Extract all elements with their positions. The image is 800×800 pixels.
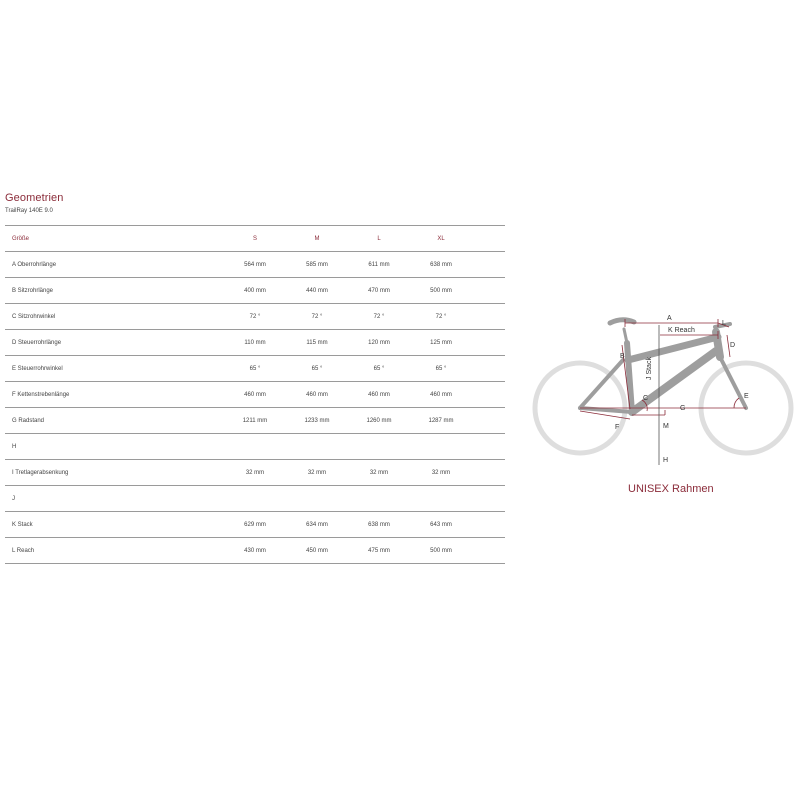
- cell-l: 611 mm: [348, 252, 410, 278]
- cell-s: 564 mm: [224, 252, 286, 278]
- cell-l: [348, 434, 410, 460]
- label-l: L: [722, 320, 726, 327]
- row-label: J: [5, 486, 224, 512]
- cell-m: 65 °: [286, 356, 348, 382]
- table-row: [5, 434, 505, 460]
- cell-xl: 500 mm: [410, 538, 472, 564]
- cell-s: 65 °: [224, 356, 286, 382]
- size-header-label: Größe: [5, 226, 224, 252]
- cell-l: 638 mm: [348, 512, 410, 538]
- label-j-stack: J Stack: [646, 357, 653, 380]
- table-row: [5, 330, 505, 356]
- header-spacer: [472, 226, 505, 252]
- cell-l: 1260 mm: [348, 408, 410, 434]
- label-g: G: [680, 405, 686, 412]
- cell-m: [286, 434, 348, 460]
- label-h: H: [663, 457, 669, 464]
- size-header-s: S: [224, 226, 286, 252]
- cell-s: 32 mm: [224, 460, 286, 486]
- cell-l: 32 mm: [348, 460, 410, 486]
- cell-m: 585 mm: [286, 252, 348, 278]
- diagram-labels: [615, 315, 749, 464]
- cell-l: [348, 486, 410, 512]
- row-spacer: [472, 434, 505, 460]
- row-label: L Reach: [5, 538, 224, 564]
- cell-xl: 500 mm: [410, 278, 472, 304]
- cell-m: 450 mm: [286, 538, 348, 564]
- cell-s: 110 mm: [224, 330, 286, 356]
- cell-l: 72 °: [348, 304, 410, 330]
- label-m: M: [663, 423, 669, 430]
- geometry-table: [5, 225, 505, 564]
- row-label: I Tretlagerabsenkung: [5, 460, 224, 486]
- label-a: A: [667, 315, 672, 322]
- cell-xl: [410, 486, 472, 512]
- table-row: [5, 512, 505, 538]
- cell-s: 1211 mm: [224, 408, 286, 434]
- cell-xl: 125 mm: [410, 330, 472, 356]
- row-spacer: [472, 304, 505, 330]
- cell-m: 72 °: [286, 304, 348, 330]
- cell-m: [286, 486, 348, 512]
- row-label: E Steuerrohrwinkel: [5, 356, 224, 382]
- table-header-row: [5, 226, 505, 252]
- cell-xl: 643 mm: [410, 512, 472, 538]
- row-spacer: [472, 330, 505, 356]
- cell-l: 470 mm: [348, 278, 410, 304]
- cell-xl: [410, 434, 472, 460]
- size-header-l: L: [348, 226, 410, 252]
- label-e: E: [744, 393, 749, 400]
- cell-s: 430 mm: [224, 538, 286, 564]
- table-row: [5, 382, 505, 408]
- cell-m: 115 mm: [286, 330, 348, 356]
- cell-s: 629 mm: [224, 512, 286, 538]
- row-spacer: [472, 408, 505, 434]
- geometry-title: Geometrien: [5, 192, 64, 204]
- cell-xl: 32 mm: [410, 460, 472, 486]
- table-row: [5, 460, 505, 486]
- row-label: K Stack: [5, 512, 224, 538]
- row-spacer: [472, 382, 505, 408]
- row-label: B Sitzrohrlänge: [5, 278, 224, 304]
- cell-xl: 72 °: [410, 304, 472, 330]
- label-k-reach: K Reach: [668, 327, 695, 334]
- row-spacer: [472, 356, 505, 382]
- table-row: [5, 356, 505, 382]
- cell-xl: 638 mm: [410, 252, 472, 278]
- table-row: [5, 408, 505, 434]
- row-spacer: [472, 278, 505, 304]
- cell-s: [224, 434, 286, 460]
- row-spacer: [472, 486, 505, 512]
- cell-xl: 65 °: [410, 356, 472, 382]
- row-label: H: [5, 434, 224, 460]
- cell-l: 460 mm: [348, 382, 410, 408]
- cell-l: 120 mm: [348, 330, 410, 356]
- cell-s: 72 °: [224, 304, 286, 330]
- row-spacer: [472, 460, 505, 486]
- label-d: D: [730, 342, 736, 349]
- table-row: [5, 486, 505, 512]
- row-spacer: [472, 538, 505, 564]
- table-row: [5, 538, 505, 564]
- frame-caption: UNISEX Rahmen: [628, 483, 714, 495]
- cell-l: 475 mm: [348, 538, 410, 564]
- cell-s: 400 mm: [224, 278, 286, 304]
- cell-l: 65 °: [348, 356, 410, 382]
- row-label: D Steuerrohrlänge: [5, 330, 224, 356]
- bike-frame: [580, 320, 746, 412]
- row-spacer: [472, 512, 505, 538]
- row-label: A Oberrohrlänge: [5, 252, 224, 278]
- label-c: C: [643, 395, 649, 402]
- table-row: [5, 278, 505, 304]
- cell-m: 32 mm: [286, 460, 348, 486]
- row-spacer: [472, 252, 505, 278]
- table-row: [5, 252, 505, 278]
- label-f: F: [615, 424, 620, 431]
- row-label: C Sitzrohrwinkel: [5, 304, 224, 330]
- cell-s: [224, 486, 286, 512]
- label-b: B: [620, 353, 625, 360]
- cell-xl: 1287 mm: [410, 408, 472, 434]
- cell-m: 634 mm: [286, 512, 348, 538]
- cell-m: 1233 mm: [286, 408, 348, 434]
- size-header-m: M: [286, 226, 348, 252]
- table-row: [5, 304, 505, 330]
- size-header-xl: XL: [410, 226, 472, 252]
- cell-m: 440 mm: [286, 278, 348, 304]
- row-label: F Kettenstrebenlänge: [5, 382, 224, 408]
- bike-geometry-diagram: [530, 305, 800, 475]
- cell-s: 460 mm: [224, 382, 286, 408]
- model-subtitle: TrailRay 140E 9.0: [5, 208, 53, 214]
- cell-m: 460 mm: [286, 382, 348, 408]
- geometry-table-body: [5, 226, 505, 564]
- cell-xl: 460 mm: [410, 382, 472, 408]
- row-label: G Radstand: [5, 408, 224, 434]
